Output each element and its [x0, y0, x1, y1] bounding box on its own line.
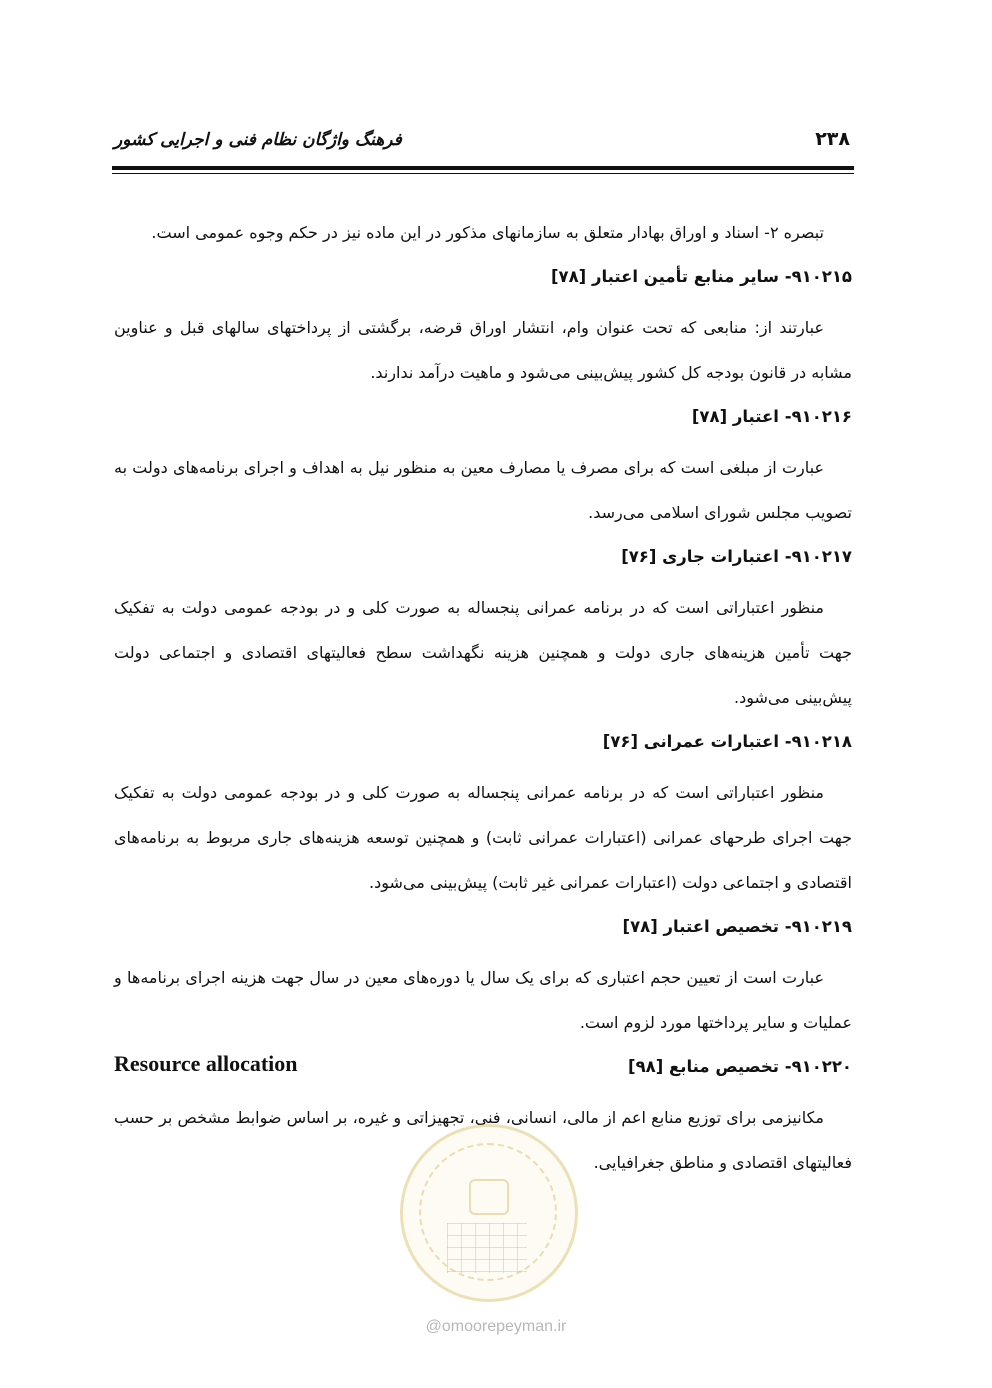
entry-heading-row	[114, 539, 852, 585]
note-paragraph: تبصره ۲- اسناد و اوراق بهادار متعلق به سازمانهای مذکور در این ماده نیز در حکم وجوه عمومی است.	[151, 223, 824, 242]
entry-definition: عبارت از مبلغی است که برای مصرف یا مصارف معین به منظور نیل به اهداف و اجرای برنامه‌های دولت به تصویب مجلس شورای اسلامی می‌رسد.	[114, 458, 852, 522]
watermark-grid	[447, 1223, 527, 1273]
header-rule-thin	[112, 173, 854, 174]
watermark-seal-icon	[400, 1124, 578, 1302]
entry-definition: مکانیزمی برای توزیع منابع اعم از مالی، انسانی، فنی، تجهیزاتی و غیره، بر اساس ضوابط مشخص بر حسب فعالیتهای اقتصادی و مناطق جغرافیایی.	[114, 1108, 852, 1172]
entry-definition: منظور اعتباراتی است که در برنامه عمرانی پنجساله به صورت کلی و در بودجه عمومی دولت به تفکیک جهت اجرای طرحهای عمرانی (اعتبارات عمرانی ثابت) و همچنین توسعه هزینه‌های جاری مربوط به برنامه‌های اقتصادی و اجتماعی دولت (اعتبارات عمرانی غیر ثابت) پیش‌بینی می‌شود.	[114, 783, 852, 892]
entry-definition: عبارت است از تعیین حجم اعتباری که برای یک سال یا دوره‌های معین در سال جهت هزینه اجرای برنامه‌ها و عملیات و سایر پرداختها مورد لزوم است.	[114, 968, 852, 1032]
entry-definition: منظور اعتباراتی است که در برنامه عمرانی پنجساله به صورت کلی و در بودجه عمومی دولت به تفکیک جهت تأمین هزینه‌های جاری دولت و همچنین هزینه نگهداشت سطح فعالیتهای اقتصادی و اجتماعی دولت پیش‌بینی می‌شود.	[114, 598, 852, 707]
watermark-emblem	[469, 1179, 509, 1215]
entry-definition: عبارتند از: منابعی که تحت عنوان وام، انتشار اوراق قرضه، برگشتی از پرداختهای سالهای قبل و عناوین مشابه در قانون بودجه کل کشور پیش‌بینی می‌شود و ماهیت درآمد ندارند.	[114, 318, 852, 382]
entry-heading-row	[114, 399, 852, 445]
page-number: ۲۳۸	[815, 128, 850, 150]
header-rule	[112, 166, 854, 170]
entry-english-term: Resource allocation	[114, 1051, 298, 1076]
entry-heading: ۹۱۰۲۱۹- تخصیص اعتبار [۷۸]	[622, 917, 852, 936]
page-body	[114, 210, 852, 1185]
entry-heading: ۹۱۰۲۱۶- اعتبار [۷۸]	[691, 407, 852, 426]
entry-heading-row	[114, 724, 852, 770]
watermark-site: @omoorepeyman.ir	[425, 1318, 567, 1335]
entry-heading: ۹۱۰۲۱۷- اعتبارات جاری [۷۶]	[621, 547, 852, 566]
entry-heading: ۹۱۰۲۲۰- تخصیص منابع [۹۸]	[628, 1057, 852, 1076]
entry-heading: ۹۱۰۲۱۵- سایر منابع تأمین اعتبار [۷۸]	[550, 267, 852, 286]
entry-heading-row	[114, 1049, 852, 1095]
entry-heading: ۹۱۰۲۱۸- اعتبارات عمرانی [۷۶]	[602, 732, 852, 751]
running-title: فرهنگ واژگان نظام فنی و اجرایی کشور	[114, 130, 402, 150]
entry-heading-row	[114, 259, 852, 305]
entry-heading-row	[114, 909, 852, 955]
